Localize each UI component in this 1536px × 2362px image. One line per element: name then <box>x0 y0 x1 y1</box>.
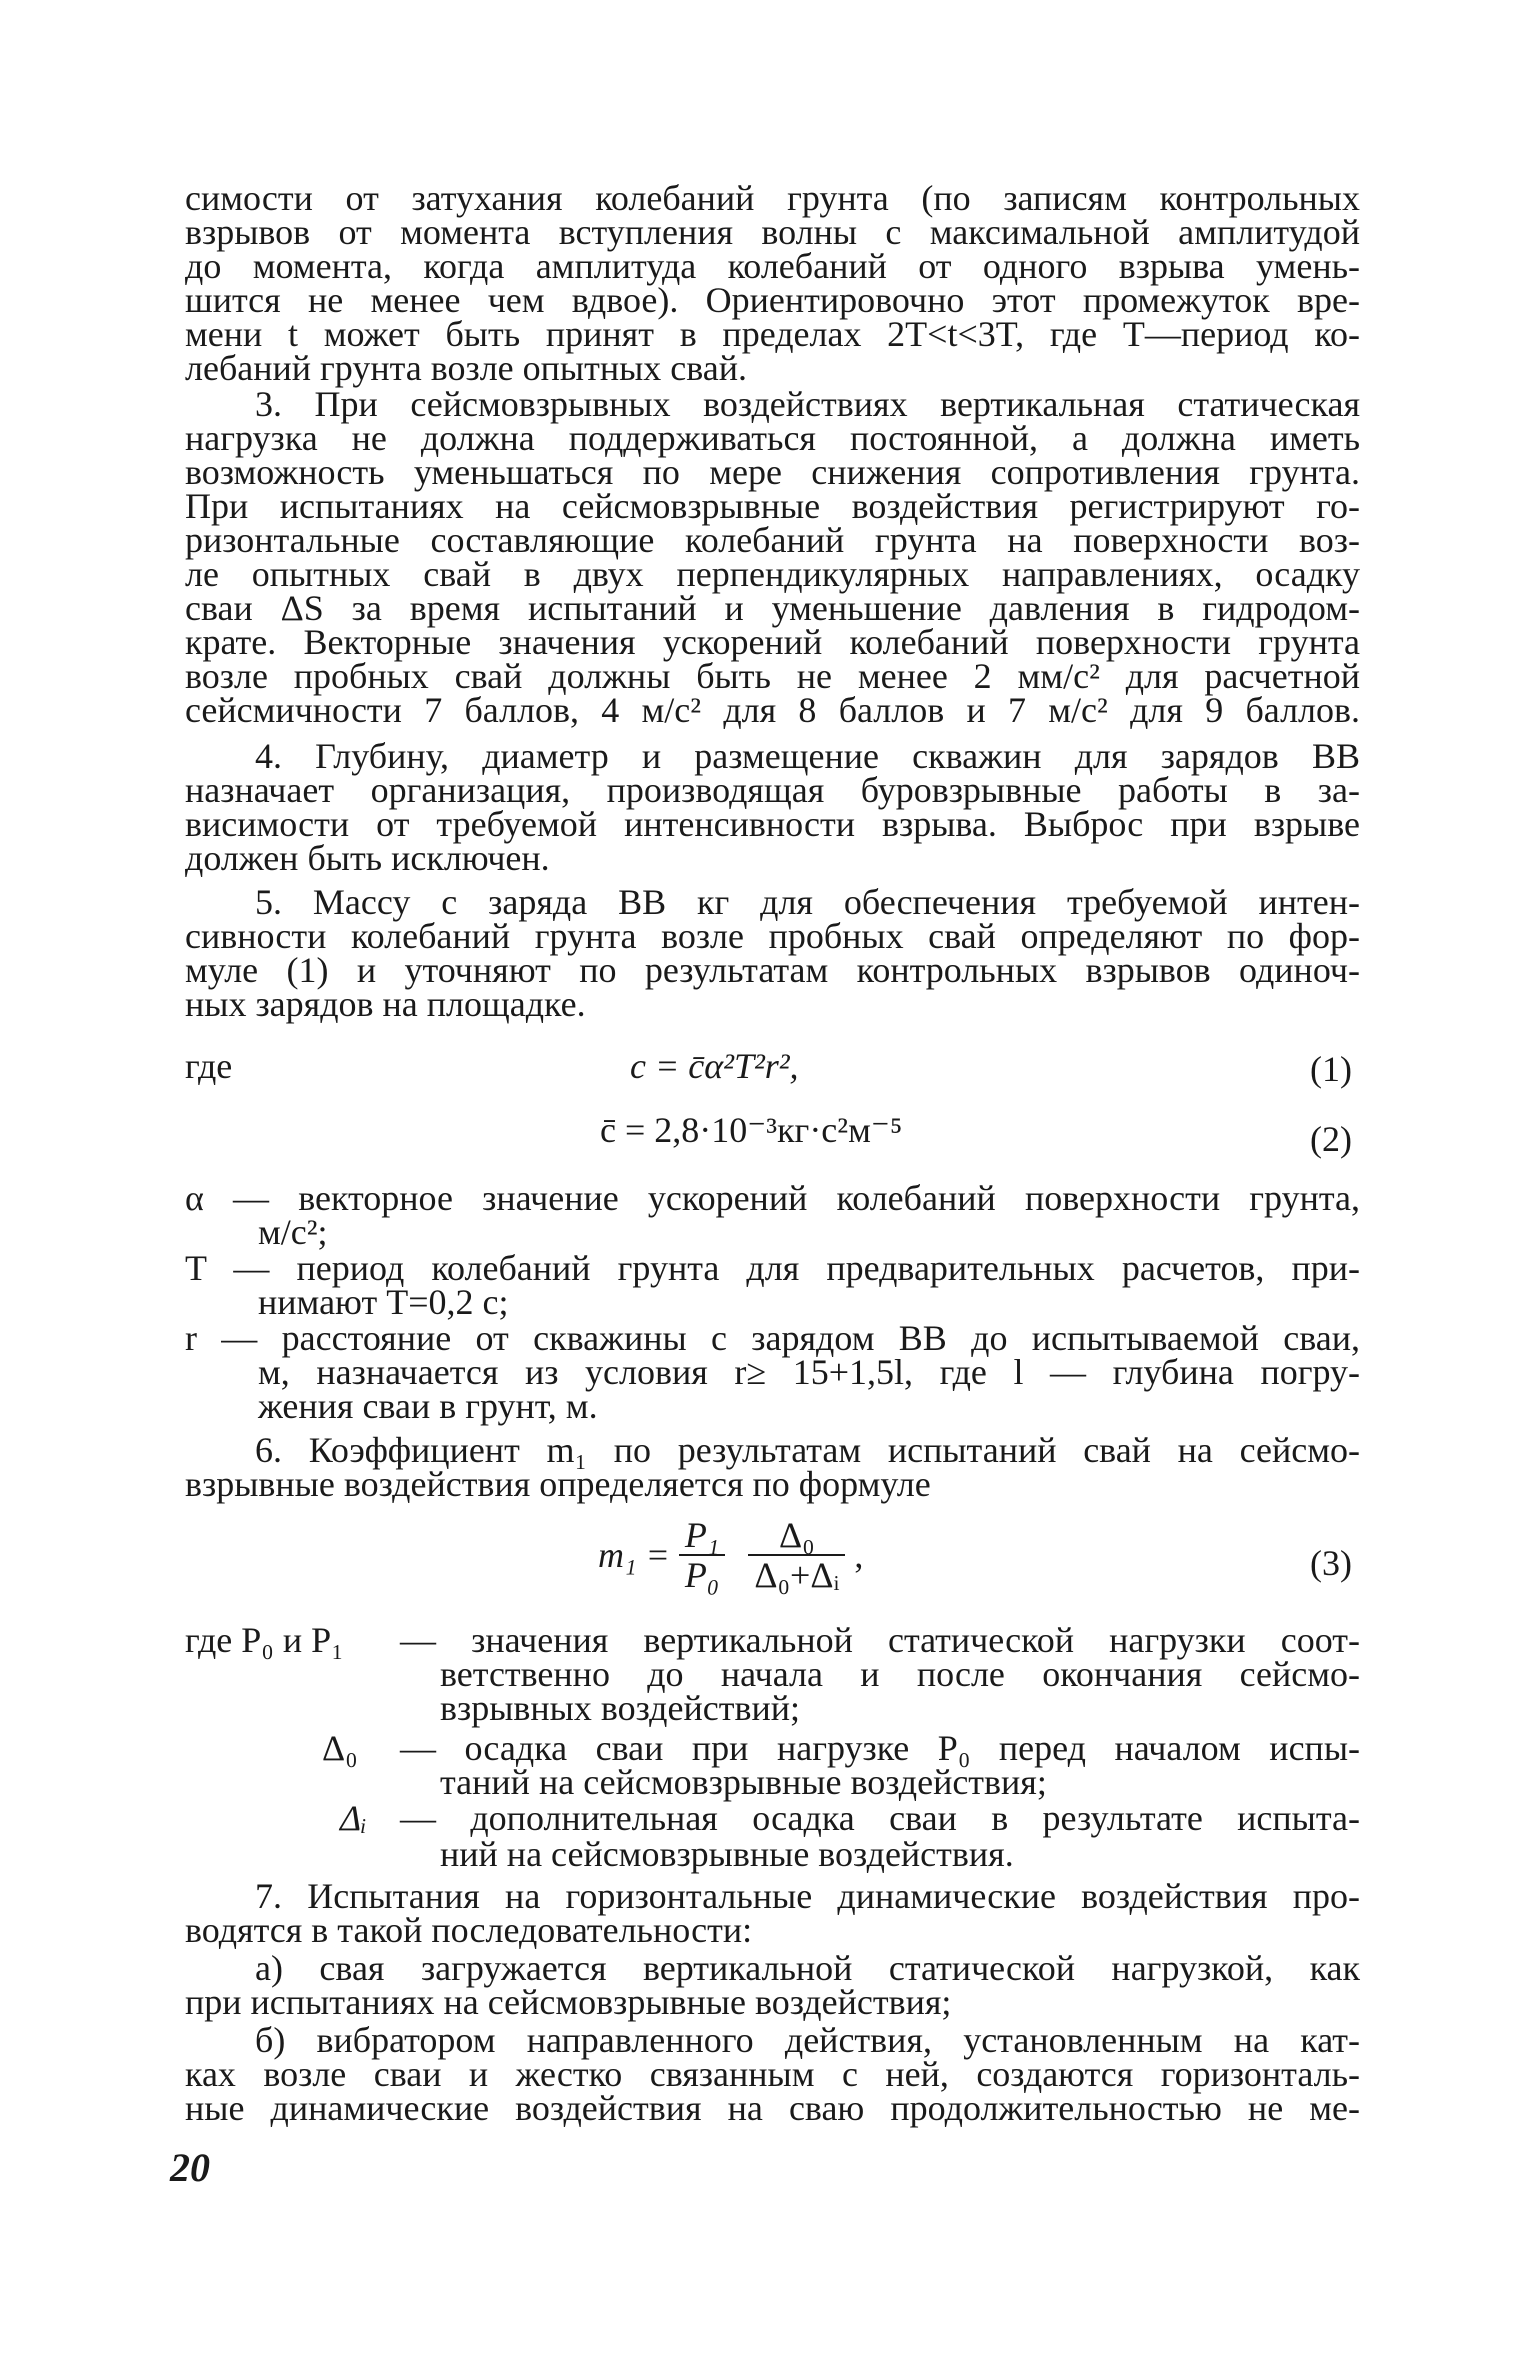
definition-text: — осадка сваи при нагрузке P₀ перед началом испы- <box>400 1728 1360 1768</box>
page-number: 20 <box>170 2145 210 2190</box>
equation-1-number: (1) <box>1310 1049 1352 1089</box>
definition-term-deltai: Δᵢ <box>340 1798 367 1838</box>
definition-text: — дополнительная осадка сваи в результате испыта- <box>400 1798 1360 1838</box>
text-line: шится не менее чем вдвое). Ориентировочно этот промежуток вре- <box>185 280 1360 320</box>
definition-r-cont: жения сваи в грунт, м. <box>258 1386 598 1426</box>
equation-3-comma: , <box>854 1535 864 1575</box>
fraction-denominator: P₀ <box>684 1555 720 1595</box>
text-line: лебаний грунта возле опытных свай. <box>185 348 748 388</box>
text-line: 3. При сейсмовзрывных воздействиях вертикальная статическая <box>255 384 1360 424</box>
text-line: ках возле сваи и жестко связанным с ней, создаются горизонталь- <box>185 2054 1360 2094</box>
text-line: крате. Векторные значения ускорений колебаний поверхности грунта <box>185 622 1360 662</box>
text-line: симости от затухания колебаний грунта (по записям контрольных <box>185 178 1360 218</box>
fraction-numerator: Δ₀ <box>748 1516 845 1556</box>
equation-3-fraction-1 <box>679 1516 726 1594</box>
definition-text: таний на сейсмовзрывные воздействия; <box>440 1762 1047 1802</box>
equation-2: c̄ = 2,8·10⁻³кг·с²м⁻⁵ <box>600 1110 903 1150</box>
definition-text: — значения вертикальной статической нагрузки соот- <box>400 1620 1360 1660</box>
equation-3-number: (3) <box>1310 1543 1352 1583</box>
definition-text: взрывных воздействий; <box>440 1688 800 1728</box>
text-line: а) свая загружается вертикальной статической нагрузкой, как <box>255 1948 1360 1988</box>
text-line: до момента, когда амплитуда колебаний от одного взрыва умень- <box>185 246 1360 286</box>
text-line: при испытаниях на сейсмовзрывные воздействия; <box>185 1982 952 2022</box>
text-line: муле (1) и уточняют по результатам контрольных взрывов одиноч- <box>185 950 1360 990</box>
text-line: назначает организация, производящая буровзрывные работы в за- <box>185 770 1360 810</box>
equation-3-lhs: m₁ = <box>598 1535 670 1575</box>
text-line: сейсмичности 7 баллов, 4 м/с² для 8 баллов и 7 м/с² для 9 баллов. <box>185 690 1360 730</box>
text-line: При испытаниях на сейсмовзрывные воздействия регистрируют го- <box>185 486 1360 526</box>
text-line: должен быть исключен. <box>185 838 550 878</box>
equation-3-fraction-2 <box>748 1516 845 1594</box>
text-line: возле пробных свай должны быть не менее 2 мм/с² для расчетной <box>185 656 1360 696</box>
definition-alpha: α — векторное значение ускорений колебаний поверхности грунта, <box>185 1178 1360 1218</box>
text-line: взрывов от момента вступления волны с максимальной амплитудой <box>185 212 1360 252</box>
text-line: 5. Массу c заряда ВВ кг для обеспечения требуемой интен- <box>255 882 1360 922</box>
fraction-denominator: Δ₀+Δᵢ <box>754 1555 840 1595</box>
text-line: висимости от требуемой интенсивности взрыва. Выброс при взрыве <box>185 804 1360 844</box>
text-line: ных зарядов на площадке. <box>185 984 586 1024</box>
text-line: нагрузка не должна поддерживаться постоянной, а должна иметь <box>185 418 1360 458</box>
definition-term-P: где P₀ и P₁ <box>185 1620 344 1660</box>
text-line: 7. Испытания на горизонтальные динамические воздействия про- <box>255 1876 1360 1916</box>
definition-text: ний на сейсмовзрывные воздействия. <box>440 1834 1014 1874</box>
definition-term-delta0: Δ₀ <box>322 1728 358 1768</box>
equation-1: c = c̄α²T²r², <box>630 1046 799 1086</box>
text-line: 4. Глубину, диаметр и размещение скважин для зарядов ВВ <box>255 736 1360 776</box>
definition-r-cont: м, назначается из условия r≥ 15+1,5l, где l — глубина погру- <box>258 1352 1360 1392</box>
definition-text: ветственно до начала и после окончания сейсмо- <box>440 1654 1360 1694</box>
text-line: ле опытных свай в двух перпендикулярных направлениях, осадку <box>185 554 1360 594</box>
definition-r: r — расстояние от скважины с зарядом ВВ до испытываемой сваи, <box>185 1318 1360 1358</box>
text-line: 6. Коэффициент m₁ по результатам испытаний свай на сейсмо- <box>255 1430 1360 1470</box>
text-line: возможность уменьшаться по мере снижения сопротивления грунта. <box>185 452 1360 492</box>
text-line: водятся в такой последовательности: <box>185 1910 753 1950</box>
text-line: мени t может быть принят в пределах 2T<t<3T, где T—период ко- <box>185 314 1360 354</box>
text-line: ные динамические воздействия на сваю продолжительностью не ме- <box>185 2088 1360 2128</box>
fraction-numerator: P₁ <box>679 1516 726 1556</box>
equation-3 <box>598 1516 863 1606</box>
definition-T: T — период колебаний грунта для предварительных расчетов, при- <box>185 1248 1360 1288</box>
where-label: где <box>185 1046 233 1086</box>
text-line: сивности колебаний грунта возле пробных свай определяют по фор- <box>185 916 1360 956</box>
text-line: сваи ΔS за время испытаний и уменьшение давления в гидродом- <box>185 588 1360 628</box>
text-line: ризонтальные составляющие колебаний грунта на поверхности воз- <box>185 520 1360 560</box>
definition-alpha-cont: м/с²; <box>258 1212 328 1252</box>
definition-T-cont: нимают T=0,2 с; <box>258 1282 509 1322</box>
text-line: б) вибратором направленного действия, установленным на кат- <box>255 2020 1360 2060</box>
text-line: взрывные воздействия определяется по формуле <box>185 1464 931 1504</box>
equation-2-number: (2) <box>1310 1119 1352 1159</box>
